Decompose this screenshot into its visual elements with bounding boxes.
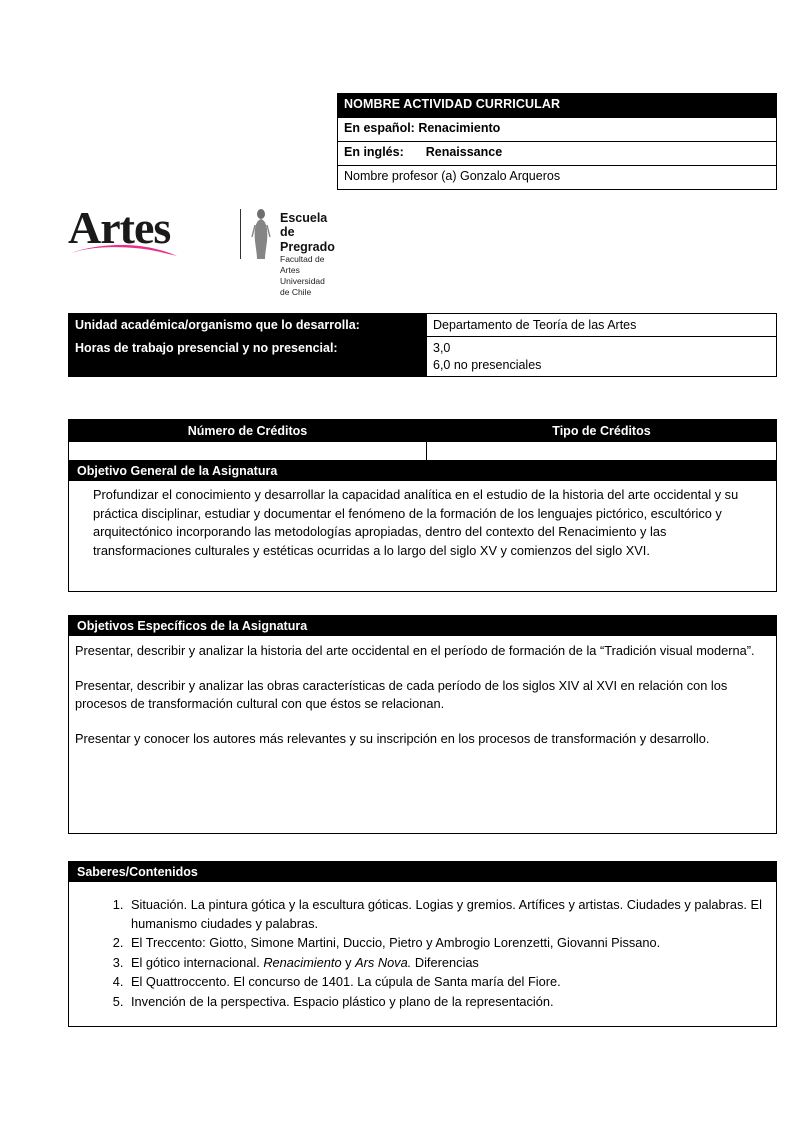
academic-unit-value: Departamento de Teoría de las Artes [427,314,777,337]
contents-item-text: Situación. La pintura gótica y la escultura góticas. Logias y gremios. Artífices y artistas. Ciudades y palabras. El humanismo ciudades y palabras. [131,897,762,931]
credits-type-header: Tipo de Créditos [427,420,777,442]
academic-unit-label: Unidad académica/organismo que lo desarrolla: [69,314,427,337]
contents-box [68,882,777,1027]
contents-list [75,896,766,1011]
logo-figure-icon [251,207,271,261]
logo-faculty-name: Facultad de Artes [280,254,325,276]
specific-objectives-box [68,636,777,834]
contents-item-italic-2: Ars Nova. [355,954,412,970]
logo-wordmark: Artes [68,202,171,253]
logo-divider [240,209,241,259]
specific-objectives-title: Objetivos Específicos de la Asignatura [68,615,777,639]
table-row [338,166,777,190]
header-english-name [338,142,777,166]
table-row [338,142,777,166]
table-row [338,118,777,142]
list-item [127,934,766,953]
table-row [338,94,777,118]
contents-title: Saberes/Contenidos [68,861,777,885]
hours-value [427,337,777,377]
academic-unit-table [68,313,777,377]
specific-objective-paragraph: Presentar y conocer los autores más relevantes y su inscripción en los procesos de transformación y desarrollo. [75,730,710,746]
header-table [337,93,777,190]
contents-item-text: Invención de la perspectiva. Espacio plástico y plano de la representación. [131,993,554,1009]
logo-text-block [280,211,335,298]
list-item [127,973,766,992]
general-objective-text: Profundizar el conocimiento y desarrollar la capacidad analítica en el estudio de la historia del arte occidental y su práctica disciplinar, estudiar y documentar el fenómeno de la formación de los lenguajes pictórico, escultórico y arquitectónico incorporando las metodologías apropiadas, dentro del contexto del Renacimiento y las transformaciones culturales y estéticas ocurridas a lo largo del siglo XV y comienzos del siglo XVI. [93,487,739,558]
header-professor: Nombre profesor (a) Gonzalo Arqueros [338,166,777,190]
table-row [69,420,777,442]
institution-logo [68,202,335,298]
header-english-value: Renaissance [425,145,503,160]
hours-presencial: 3,0 [433,341,451,356]
table-row [69,337,777,377]
table-row [69,314,777,337]
contents-item-text: El gótico internacional. [131,954,264,970]
general-objective-box [68,481,777,592]
contents-item-text: El Treccento: Giotto, Simone Martini, Duccio, Pietro y Ambrogio Lorenzetti, Giovanni Pissano. [131,935,661,951]
contents-item-post: Diferencias [411,954,479,970]
list-item [127,993,766,1012]
logo-school-name: Escuela de Pregrado [280,211,335,254]
list-item [127,954,766,973]
contents-item-italic: Renacimiento [263,954,342,970]
credits-number-header: Número de Créditos [69,420,427,442]
header-spanish-name: En español: Renacimiento [338,118,777,142]
logo-university-name: Universidad de Chile [280,276,325,298]
credits-table [68,419,777,464]
hours-label: Horas de trabajo presencial y no presencial: [69,337,427,377]
hours-no-presencial: 6,0 no presenciales [433,357,542,372]
specific-objective-paragraph: Presentar, describir y analizar las obras características de cada período de los siglos XIV al XVI en relación con los procesos de transformación cultural con que éstos se relacionan. [75,677,728,712]
contents-item-text: El Quattroccento. El concurso de 1401. La cúpula de Santa maría del Fiore. [131,974,561,990]
specific-objective-paragraph: Presentar, describir y analizar la historia del arte occidental en el período de formación de la “Tradición visual moderna”. [75,643,755,658]
header-title-cell: NOMBRE ACTIVIDAD CURRICULAR [338,94,777,118]
header-english-label: En inglés: [344,145,404,160]
logo-swoosh-icon [70,245,178,257]
contents-item-mid: y [341,954,356,970]
general-objective-title: Objetivo General de la Asignatura [68,460,777,484]
list-item [127,896,766,933]
